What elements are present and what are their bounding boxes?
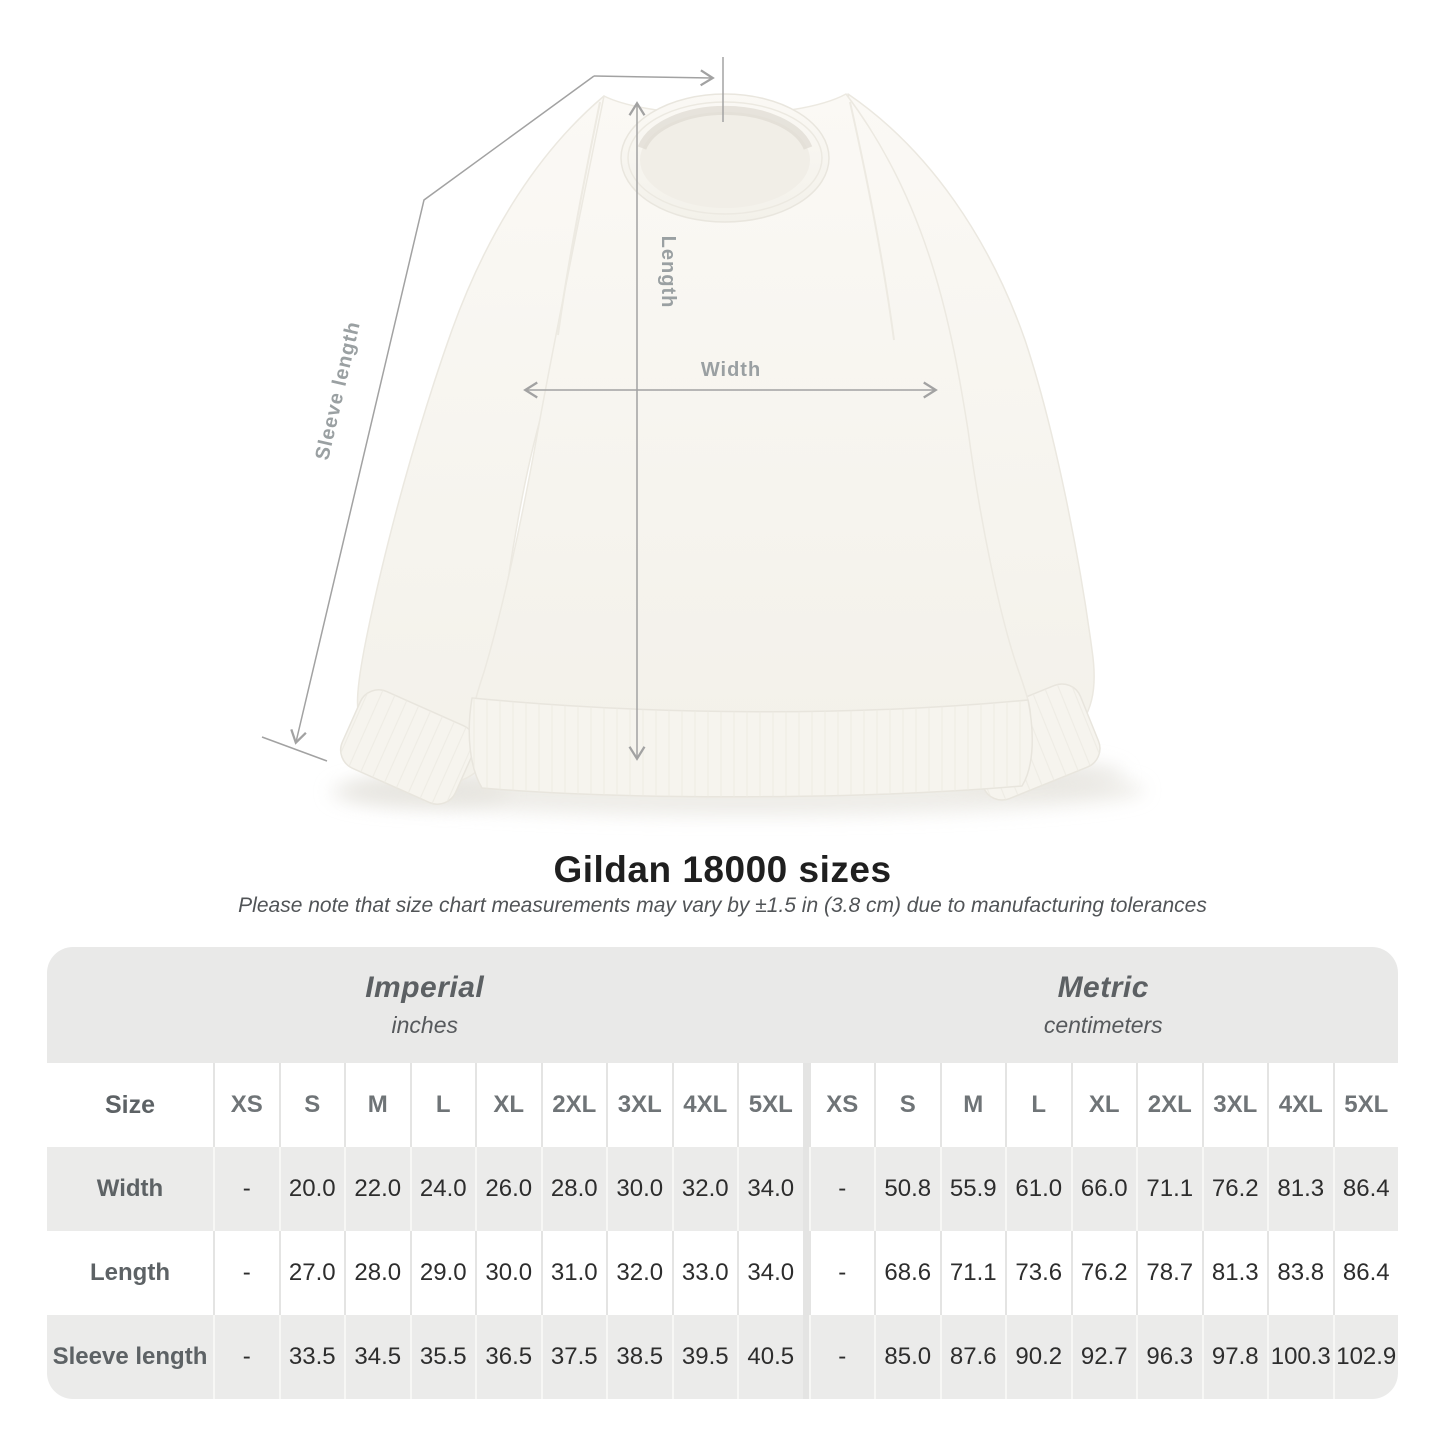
imperial-title: Imperial (365, 971, 485, 1004)
value-cell: - (213, 1231, 279, 1315)
value-cell: 24.0 (410, 1147, 476, 1231)
size-header-cell: 4XL (672, 1063, 738, 1147)
size-header-cell: XL (1071, 1063, 1137, 1147)
value-cell: - (809, 1231, 875, 1315)
size-table (47, 947, 1398, 1399)
sleeve-length-label: Sleeve length (311, 319, 365, 463)
value-cell: 30.0 (475, 1231, 541, 1315)
value-cell: 81.3 (1267, 1147, 1333, 1231)
size-header-cell: 5XL (737, 1063, 803, 1147)
value-cell: - (213, 1315, 279, 1399)
value-cell: 78.7 (1136, 1231, 1202, 1315)
value-cell: 28.0 (344, 1231, 410, 1315)
page-title: Gildan 18000 sizes (553, 849, 892, 890)
value-cell: 40.5 (737, 1315, 803, 1399)
sweatshirt-illustration (334, 94, 1106, 811)
value-cell: 73.6 (1005, 1231, 1071, 1315)
size-grid (47, 1063, 1398, 1399)
size-header-cell: 4XL (1267, 1063, 1333, 1147)
value-cell: 35.5 (410, 1315, 476, 1399)
value-cell: 97.8 (1202, 1315, 1268, 1399)
metric-title: Metric (1057, 971, 1149, 1004)
waistband (469, 698, 1032, 797)
value-cell: 81.3 (1202, 1231, 1268, 1315)
size-header-cell: S (874, 1063, 940, 1147)
value-cell: 27.0 (279, 1231, 345, 1315)
value-cell: 28.0 (541, 1147, 607, 1231)
value-cell: 76.2 (1071, 1231, 1137, 1315)
value-cell: 71.1 (940, 1231, 1006, 1315)
size-header-cell: M (940, 1063, 1006, 1147)
row-label: Width (47, 1147, 213, 1231)
cuff-tick (262, 737, 327, 761)
value-cell: 34.0 (737, 1147, 803, 1231)
row-label: Sleeve length (47, 1315, 213, 1399)
value-cell: 26.0 (475, 1147, 541, 1231)
size-header-cell: 5XL (1333, 1063, 1399, 1147)
value-cell: 61.0 (1005, 1147, 1071, 1231)
value-cell: 100.3 (1267, 1315, 1333, 1399)
size-header-cell: XL (475, 1063, 541, 1147)
metric-unit: centimeters (1043, 1012, 1163, 1038)
value-cell: 86.4 (1333, 1147, 1399, 1231)
value-cell: 34.5 (344, 1315, 410, 1399)
value-cell: - (213, 1147, 279, 1231)
value-cell: 86.4 (1333, 1231, 1399, 1315)
value-cell: 83.8 (1267, 1231, 1333, 1315)
value-cell: - (809, 1315, 875, 1399)
size-column-header: Size (47, 1063, 213, 1147)
row-label: Length (47, 1231, 213, 1315)
value-cell: 102.9 (1333, 1315, 1399, 1399)
sleeve-top-line (594, 76, 712, 78)
size-header-cell: 3XL (606, 1063, 672, 1147)
size-header-cell: XS (213, 1063, 279, 1147)
value-cell: - (809, 1147, 875, 1231)
value-cell: 90.2 (1005, 1315, 1071, 1399)
metric-unit-header (809, 947, 1399, 1063)
size-header-cell: L (410, 1063, 476, 1147)
value-cell: 33.5 (279, 1315, 345, 1399)
tolerance-note: Please note that size chart measurements may vary by ±1.5 in (3.8 cm) due to manufacturing tolerances (238, 894, 1207, 917)
value-cell: 87.6 (940, 1315, 1006, 1399)
value-cell: 37.5 (541, 1315, 607, 1399)
size-header-cell: 2XL (541, 1063, 607, 1147)
value-cell: 22.0 (344, 1147, 410, 1231)
value-cell: 33.0 (672, 1231, 738, 1315)
value-cell: 30.0 (606, 1147, 672, 1231)
value-cell: 66.0 (1071, 1147, 1137, 1231)
value-cell: 32.0 (672, 1147, 738, 1231)
collar (621, 94, 829, 222)
size-header-cell: M (344, 1063, 410, 1147)
value-cell: 85.0 (874, 1315, 940, 1399)
value-cell: 76.2 (1202, 1147, 1268, 1231)
value-cell: 29.0 (410, 1231, 476, 1315)
length-label: Length (657, 235, 679, 309)
size-header-cell: L (1005, 1063, 1071, 1147)
value-cell: 20.0 (279, 1147, 345, 1231)
value-cell: 71.1 (1136, 1147, 1202, 1231)
value-cell: 31.0 (541, 1231, 607, 1315)
value-cell: 92.7 (1071, 1315, 1137, 1399)
width-label: Width (700, 359, 762, 381)
value-cell: 39.5 (672, 1315, 738, 1399)
value-cell: 32.0 (606, 1231, 672, 1315)
size-header-cell: 3XL (1202, 1063, 1268, 1147)
imperial-unit: inches (391, 1012, 458, 1038)
value-cell: 96.3 (1136, 1315, 1202, 1399)
size-header-cell: S (279, 1063, 345, 1147)
size-header-cell: XS (809, 1063, 875, 1147)
value-cell: 68.6 (874, 1231, 940, 1315)
value-cell: 34.0 (737, 1231, 803, 1315)
value-cell: 55.9 (940, 1147, 1006, 1231)
imperial-unit-header (47, 947, 803, 1063)
value-cell: 36.5 (475, 1315, 541, 1399)
unit-band (47, 947, 1398, 1063)
value-cell: 50.8 (874, 1147, 940, 1231)
size-header-cell: 2XL (1136, 1063, 1202, 1147)
value-cell: 38.5 (606, 1315, 672, 1399)
